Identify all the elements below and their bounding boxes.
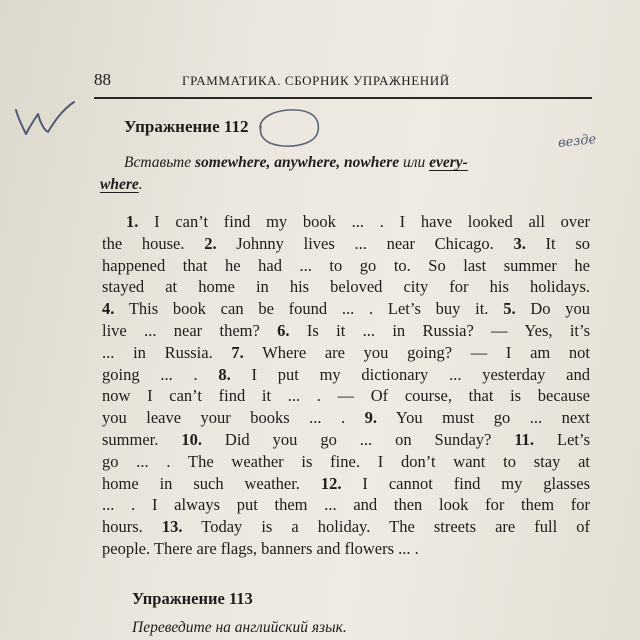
text-line — [102, 233, 590, 255]
instruction-segment: или — [399, 154, 430, 171]
text-segment: Do you — [515, 299, 590, 319]
text-line — [102, 342, 590, 364]
text-segment: home in such weather. — [102, 473, 321, 493]
text-line — [102, 429, 590, 451]
instruction-segment: somewhere, anywhere, nowhere — [195, 154, 400, 171]
text-segment: Today is a holiday. The streets are full of — [182, 517, 591, 537]
text-line — [102, 538, 590, 560]
instruction-segment: Вставьте — [124, 154, 196, 171]
sentence-number: 2. — [204, 233, 217, 253]
text-line — [102, 298, 590, 320]
sentence-number: 10. — [181, 429, 202, 449]
sentence-number: 9. — [364, 408, 378, 428]
exercise-113-instruction: Переведите на английский язык. — [132, 619, 347, 636]
text-segment: going ... . — [102, 364, 219, 384]
text-line — [102, 211, 590, 233]
text-segment: Did you go ... on Sunday? — [201, 429, 515, 449]
sentence-number: 1. — [126, 212, 139, 231]
text-line — [102, 451, 590, 473]
text-segment: This book can be found ... . Let’s buy it. — [114, 299, 504, 319]
text-segment: now I can’t find it ... . — Of course, that is because — [102, 386, 590, 406]
text-line — [102, 516, 590, 538]
text-segment: summer. — [102, 429, 182, 449]
sentence-number: 13. — [161, 517, 183, 537]
text-line — [102, 407, 590, 429]
instruction-line-2 — [100, 174, 592, 196]
running-head: ГРАММАТИКА. СБОРНИК УПРАЖНЕНИЙ — [182, 73, 450, 88]
instruction-segment: where — [100, 176, 139, 193]
text-segment: ... . I always put them ... and then look for them for — [102, 495, 590, 515]
instruction-segment: . — [138, 176, 143, 193]
text-line — [102, 276, 590, 298]
sentence-number: 5. — [503, 299, 516, 319]
text-segment: hours. — [102, 517, 162, 537]
text-segment: Let’s — [534, 429, 590, 449]
page-header — [94, 70, 590, 94]
text-segment: the house. — [102, 233, 205, 253]
text-line — [102, 364, 590, 386]
text-segment: Johnny lives ... near Chicago. — [216, 233, 514, 253]
sentence-number: 11. — [514, 429, 535, 449]
text-segment: people. There are flags, banners and flowers ... . — [102, 538, 419, 558]
exercise-113-title: Упражнение 113 — [132, 589, 253, 608]
text-segment: ... in Russia. — [102, 342, 232, 362]
instruction-segment: every- — [429, 154, 468, 171]
sentence-number: 8. — [218, 364, 231, 384]
text-segment: live ... near them? — [102, 320, 278, 340]
sentence-number: 7. — [231, 342, 244, 362]
text-line — [102, 385, 590, 407]
handwritten-w-mark — [10, 96, 80, 142]
text-line — [102, 255, 590, 277]
text-segment: Where are you going? — I am not — [243, 342, 591, 362]
exercise-112-title: Упражнение 112 — [124, 117, 249, 136]
exercise-112-instruction — [100, 152, 592, 196]
text-segment: happened that he had ... to go to. So last summer he — [102, 255, 590, 275]
exercise-112-text — [102, 211, 590, 560]
text-segment: go ... . The weather is fine. I don’t want to stay at — [102, 451, 590, 471]
sentence-number: 3. — [513, 233, 526, 253]
sentence-number: 6. — [277, 320, 290, 340]
text-segment: I cannot find my glasses — [341, 473, 591, 493]
text-segment: You must go ... next — [377, 408, 590, 428]
text-segment: I can’t find my book ... . I have looked all over — [138, 212, 590, 231]
text-segment: I put my dictionary ... yesterday and — [230, 364, 590, 384]
text-line — [102, 494, 590, 516]
page-number: 88 — [94, 70, 111, 89]
text-line — [102, 473, 590, 495]
pencil-circle-mark — [252, 106, 324, 150]
instruction-line-1 — [100, 152, 592, 174]
text-segment: It so — [525, 233, 591, 253]
text-segment: you leave your books ... . — [102, 408, 365, 428]
handwritten-note: везде — [557, 132, 597, 151]
header-rule — [94, 97, 592, 99]
text-segment: Is it ... in Russia? — Yes, it’s — [289, 320, 590, 340]
sentence-number: 12. — [320, 473, 342, 493]
text-segment: stayed at home in his beloved city for his holidays. — [102, 277, 590, 297]
sentence-number: 4. — [102, 299, 115, 319]
text-line — [102, 320, 590, 342]
